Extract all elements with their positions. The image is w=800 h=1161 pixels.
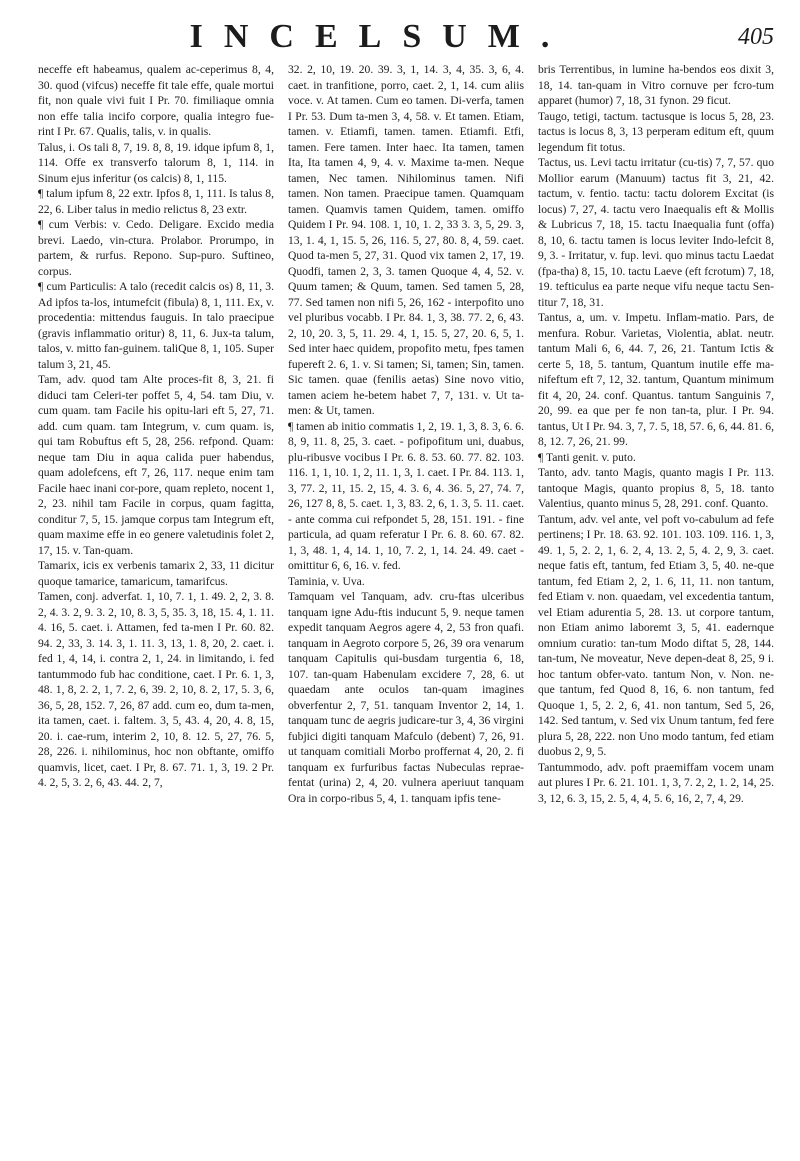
entry-paragraph: Tantummodo, adv. poft praemiffam vocem unam aut plures I Pr. 6. 21. 101. 1, 3, 7. 2, 2, 1. 2, 14, 25. 3, 12, 6. 3, 15, 2. 5, 4, 4, 5. 6, 16, 2, 7, 4, 29. <box>538 760 774 805</box>
entry-paragraph: Tantum, adv. vel ante, vel poft vo-cabulum ad fefe pertinens; I Pr. 18. 63. 92. 101. 103. 109. 116. 1, 3, 49. 1, 5, 2. 2, 1, 6. 2, 4, 13. 2, 5, 4. 2, 9, 3. caet. neque fatis eft, tantum, fed Etiam 3, 5, 40. ne-que tantum, fed Etiam 2, 2, 1. 6, 11, 11. non tantum, fed Etiam v. non. quaedam, vel excedentia tantum, vel Etiam adurentia 5, 28. 13. ut corpore tantum, non Etiam animo laboremt 3, 5, 41. eadernque omnium curatio: tan-tum Modo diftat 5, 28, 144. tan-tum, Ne moveatur, Neve depen-deat 8, 25, 9 i. hoc tantum obfer-vato. tantum Non, v. Non. ne-que tantum, fed Quod 8, 16, 6. non tantum, fed Quoque 1, 5, 2. 2, 6, 41. non tantum, Sed 5, 26, 142. Sed tantum, v. Sed vix Unum tantum, fed fere plura 5, 28, 222. non Uno modo tantum, fed etiam duobus 2, 9, 5. <box>538 512 774 758</box>
entry-paragraph: neceffe eft habeamus, qualem ac-ceperimus 8, 4, 30. quod (vifcus) neceffe fit tale effe, quale mortui fit, non quale vivi fuit I Pr. 70. fimiliaque omnia non effe talia incifo corpore, qualia integro fue-rint I Pr. 67. Qualis, talis, v. in qualis. <box>38 63 274 138</box>
entry-paragraph: Tamarix, icis ex verbenis tamarix 2, 33, 11 dicitur quoque tamarice, tamaricum, tamarifcus. <box>38 559 274 588</box>
column-right <box>538 62 774 1092</box>
entry-paragraph: Tanto, adv. tanto Magis, quanto magis I Pr. 113. tantoque Magis, quanto propius 8, 5, 18. tanto Valentius, quanto minus 5, 28, 291. conf. Quanto. <box>538 466 774 510</box>
entry-paragraph: ¶ cum Particulis: A talo (recedit calcis os) 8, 11, 3. Ad ipfos ta-los, intumefcit (fibula) 8, 1, 111. Ex, v. procedentia: mittendus fauguis. In talo praecipue (gravis inflammatio oritur) 8, 11, 6. Jux-ta talum, talos, v. mitto fan-guinem. taliQue 8, 1, 105. Super talum 3, 21, 45. <box>38 280 274 371</box>
entry-paragraph: 32. 2, 10, 19. 20. 39. 3, 1, 14. 3, 4, 35. 3, 6, 4. caet. in tranfitione, porro, caet. 2, 1, 14. cum aliis voce. v. At tamen. Cum eo tamen. Di-verfa, tamen I Pr. 53. Dum ta-men 3, 4, 58. v. Et tamen. Etiam, tamen. v. Etiamfi, tamen. tamen. Etiamfi. Etfi, tamen. Fere tamen. Inter haec. Ita tamen, tamen Ita, Ita tamen 4, 9, 4. v. Maxime ta-men. Neque tamen, Nec tamen. Nihilominus tamen. Nifi tamen. Non tamen. Praecipue tamen. Quamquam tamen. Quamvis tamen Quidem, tamen. omiffo Quidem I Pr. 94. 108. 1, 10, 1. 2, 33 3. 3, 5, 29. 3, 13, 1. 4, 1, 15. 5, 26, 116. 5, 27, 80. 8, 4, 59. caet. Quod ta-men 5, 27, 31. Quod vix tamen 2, 17, 19. Quodfi, tamen 2, 3, 3. tamen Quoque 4, 4, 52. v. Quum tamen; & Quum, tamen. Sed tamen 5, 28, 77. Sed tamen non nifi 5, 26, 162 - interpofito uno vel pluribus vocabb. I Pr. 84. 1, 3, 38. 77. 2, 6, 43. 2, 10, 20. 3, 5, 11. 29. 4, 1, 15. 5, 27, 20. 6, 5, 1. Sed inter haec quidem, propofito metu, fpes tamen fupereft 2. 6, 1. v. Si tamen; Si, tamen; Sin, tamen. Sic tamen. quae (fenilis aetas) Sine novo vitio, tamen aciem he-betem habet 7, 7, 131. v. Ut ta-men: & Ut, tamen. <box>288 63 524 417</box>
entry-paragraph: Talus, i. Os tali 8, 7, 19. 8, 8, 19. idque ipfum 8, 1, 114. Offe ex transverfo talorum 8, 1, 114. in Sinum ejus inferitur (os calcis) 8, 1, 115. <box>38 140 274 185</box>
entry-paragraph: Tantus, a, um. v. Impetu. Inflam-matio. Pars, de menfura. Robur. Varietas, Violentia, ablat. neutr. tantum Mali 6, 6, 44. 7, 26, 21. Tantum Ictis & certe 5, 18, 5. tantum, Quantum inutile effe ma-nifeftum eft 7, 12, 32. tantum, Quantum minimum fit 4, 20, 24. conf. Quantus. tantum Sanguinis 7, 20, 99. ea que per fe non tan-ta, plur. I Pr. 94. tantus, Ut I Pr. 94. 3, 7, 7. 5, 18, 57. 6, 6, 44. 81. 6, 8, 12. 7, 26, 21. 99. <box>538 311 774 448</box>
page-header <box>38 0 774 62</box>
entry-paragraph: Tamquam vel Tanquam, adv. cru-ftas ulceribus tanquam igne Adu-ftis inducunt 5, 9. neque tamen expedit tanquam Aegros agere 4, 2, 53 fron quafi. tanquam in Aegroto corpore 5, 26, 39 ora venarum tanquam Capitulis qui-busdam turgentia 6, 18, 107. tan-quam Habenulam excidere 7, 28, 6. ut quaedam ante oculos tan-quam imagines obverfentur 2, 7, 51. tanquam Inventor 2, 14, 1. tanquam tunc de aegris judicare-tur 3, 4, 36 virgini fubjici digiti tanquam Mafculo (debent) 7, 26, 91. ut tanquam comitiali Morbo proffernat 4, 20, 2. fi tanquam ex furfuribus factas Nubeculas reprae-fentat (urina) 2, 4, 20. vulnera aperiuut tanquam Ora in corpo-ribus 5, 4, 1. tanquam ipfis tene- <box>288 590 524 805</box>
column-middle <box>288 62 524 1092</box>
entry-paragraph: Taminia, v. Uva. <box>288 574 365 588</box>
column-left <box>38 62 274 1092</box>
entry-paragraph: ¶ cum Verbis: v. Cedo. Deligare. Excido media brevi. Laedo, vin-ctura. Prolabor. Prorumpo, in partem, & rurfus. Repono. Sup-puro. Suftineo, corpus. <box>38 218 274 278</box>
entry-paragraph: Taugo, tetigi, tactum. tactusque is locus 5, 28, 23. tactus is locus 8, 3, 13 perperam editum eft, quum legendum fit totus. <box>538 109 774 154</box>
text-columns <box>38 62 774 1092</box>
entry-paragraph: Tactus, us. Levi tactu irritatur (cu-tis) 7, 7, 57. quo Mollior earum (Manuum) tactus fit 3, 21, 42. tactum, v. fentio. tactu: tactu dolorem Excitat (is locus) 7, 27, 4. tactu vero Inaequalis eft & Mollis & Lubricus 7, 18, 15. tactu Inaequalia funt (offa) 8, 10, 6. tactu tamen is locus leviter Indo-lefcit 8, 9, 3. - Irritatur, v. fup. levi. quo minus tactu Laedat (fpa-tha) 8, 15, 10. tactu Laeve (eft fcrotum) 7, 18, 19. tefticulus ea parte neque vifu neque tactu Sen-titur 7, 18, 31. <box>538 156 774 309</box>
entry-paragraph: bris Terrentibus, in lumine ha-bendos eos dixit 3, 18, 14. tan-quam in Vitro cornuve per fcro-tum apparet (humor) 7, 18, 31 fynon. 29 ficut. <box>538 63 774 107</box>
running-head: INCELSUM. <box>189 18 571 55</box>
page-number: 405 <box>738 24 774 50</box>
entry-paragraph: ¶ tamen ab initio commatis 1, 2, 19. 1, 3, 8. 3, 6. 6. 8, 9, 11. 8, 25, 3. caet. - pofipofitum uni, duabus, plu-ribusve vocibus I Pr. 6. 8. 53. 60. 77. 82. 103. 116. 1, 1, 10. 1, 2, 11. 1, 3, 1. caet. I Pr. 84. 113. 1, 3, 77. 2, 11, 15. 2, 15, 4. 3. 6, 4. 36. 5, 27, 74. 7, 26, 127 8, 8, 5. caet. 1, 3, 83. 2, 6, 1. 3, 5. 11. caet. - ante comma cui refpondet 5, 28, 151. 191. - fine particula, ad quam referatur I Pr. 6. 8. 60. 67. 82. 1, 3, 48. 1, 4, 14. 1, 10, 7. 2, 1, 14. 24. 49. caet - omittitur 6, 6, 16. v. fed. <box>288 419 524 572</box>
entry-paragraph: ¶ Tanti genit. v. puto. <box>538 450 636 464</box>
entry-paragraph: ¶ talum ipfum 8, 22 extr. Ipfos 8, 1, 111. Is talus 8, 22, 6. Liber talus in medio relictus 8, 23 extr. <box>38 187 274 216</box>
entry-paragraph: Tam, adv. quod tam Alte proces-fit 8, 3, 21. fi diduci tam Celeri-ter poffet 5, 4, 54. tam Diu, v. cum quam. tam Facile his opitu-lari eft 5, 27, 71. add. cum quam. tam Integrum, v. cum quam. is, qui tam Robuftus eft 5, 28, 256. refpond. Quam: neque tam Diu in aqua calida puer habendus, quam adolefcens, eft 7, 26, 117. neque enim tam Facile haec inani cor-pore, quam repleto, nocent 1, 2, 23. nihil tam Facile in corpus, quam fagitta, conditur 7, 5, 15. jamque corpus tam Integrum eft, quam maxime effe in eo genere valetudinis folet 2, 17, 15. v. Tan-quam. <box>38 373 274 557</box>
entry-paragraph: Tamen, conj. adverfat. 1, 10, 7. 1, 1. 49. 2, 2, 3. 8. 2, 4. 3. 2, 9. 3. 2, 10, 8. 3, 5, 35. 3, 18, 15. 4, 1. 11. 4. 16, 5. caet. i. Attamen, fed ta-men I Pr. 60. 82. 94. 2, 33, 3. 14. 3, 1. 11. 3, 13, 1. 8, 20, 2. caet. i. fed 1, 4, 14, i. contra 2, 1, 24. in limitando, i. fed tantummodo fub hac conditione, caet. I Pr. 6. 1, 3, 48. 1, 8, 2. 2, 1, 7. 2, 6, 39. 2, 10, 8. 2, 17, 5. 3, 6, 36, 5, 28, 152. 7, 26, 87 add. cum eo, dum ta-men, ita tamen, caet. i. faltem. 3, 5, 43. 4, 20, 4. 8, 15, 20. i. cae-rum, interim 2, 10, 8. 12. 5, 27, 76. 5, 28, 226. i. nihilominus, hoc non obftante, omiffo quamvis, licet, caet. I Pr, 8. 67. 71. 1, 3, 19. 2 Pr. 4. 2, 5, 3. 2, 6, 43. 44. 2, 7, <box>38 590 274 789</box>
